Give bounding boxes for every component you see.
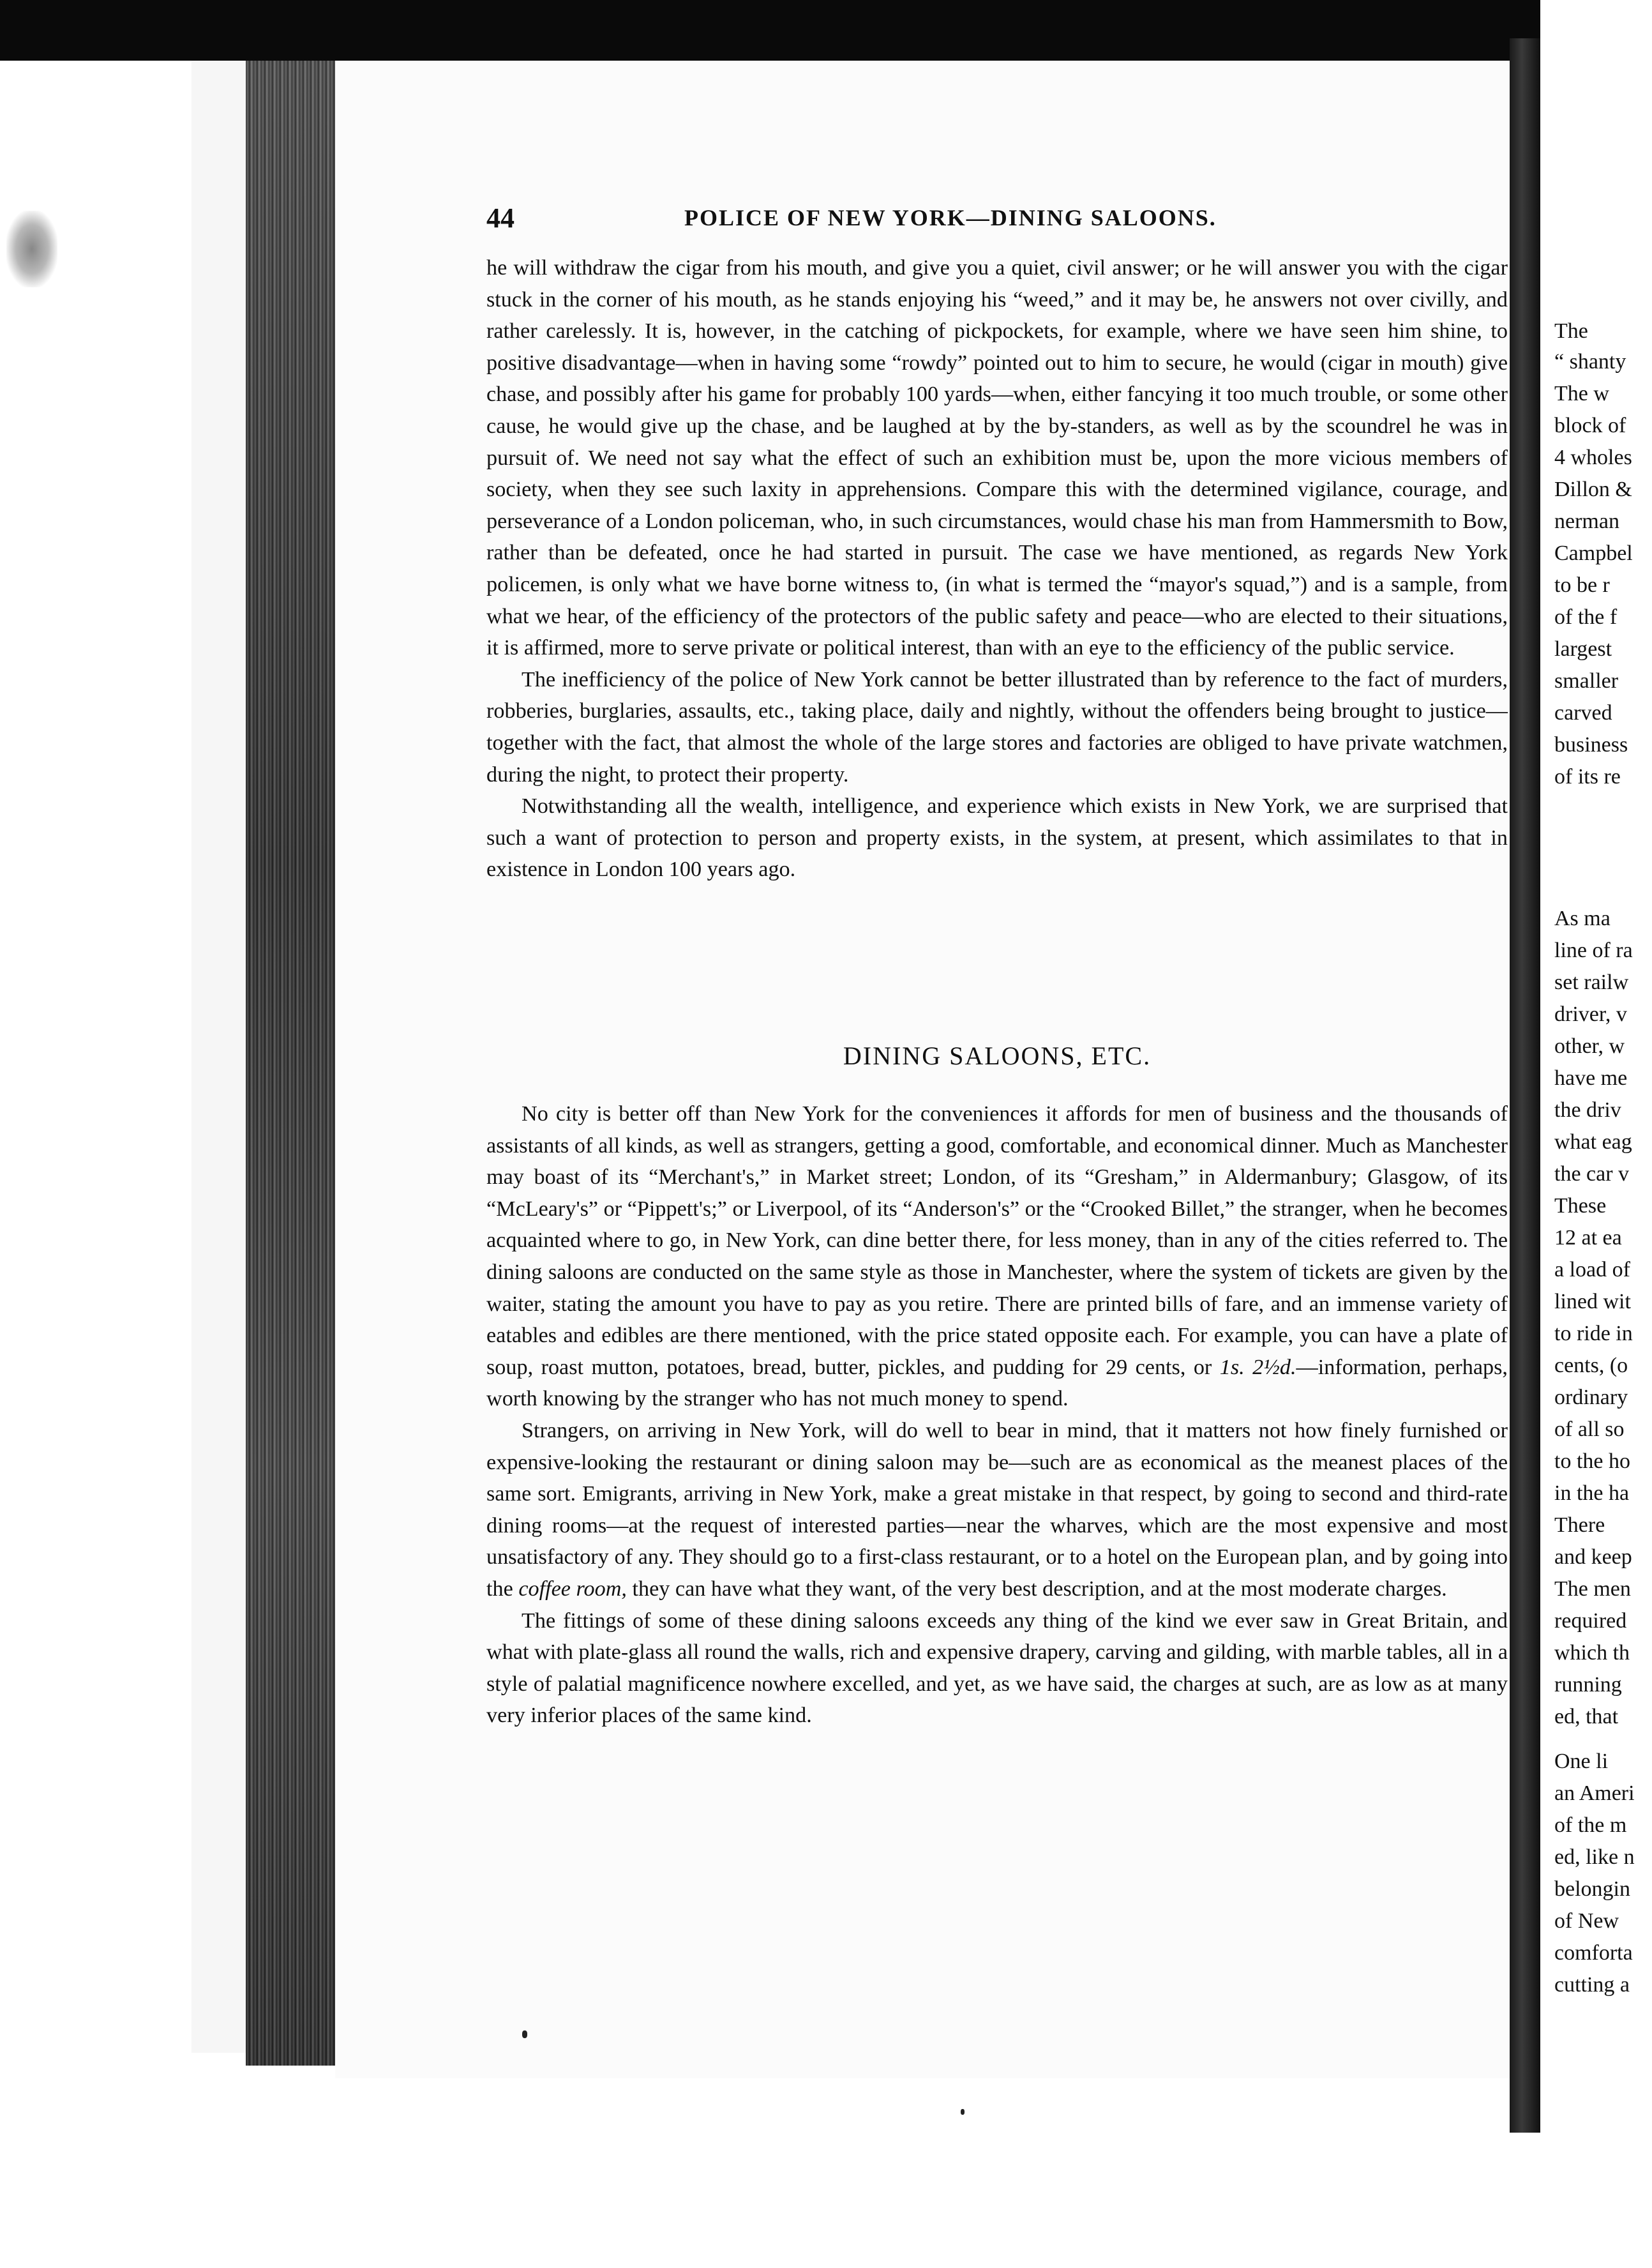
facing-page-line: the driv <box>1554 1098 1621 1122</box>
facing-page-line: cutting a <box>1554 1973 1630 1997</box>
facing-page-line: “ shanty <box>1554 350 1626 374</box>
paragraph: he will withdraw the cigar from his mouth, and give you a quiet, civil answer; or he will answer you with the cigar stuck in the corner of his mouth, as he stands enjoying his “weed,” and it may be, he answers not over civilly, and rather carelessly. It is, however, in the catching of pickpockets, for example, where we have seen him shine, to positive disadvantage—when in having some “rowdy” pointed out to him to secure, he would (cigar in mouth) give chase, and possibly after his game for probably 100 yards—when, either fancying it too much trouble, or some other cause, he would give up the chase, and be laughed at by the by-standers, as well as by the scoundrel he was in pursuit of. We need not say what the effect of such an exhibition must be, upon the more vicious members of society, when they see such laxity in apprehensions. Compare this with the determined vigilance, courage, and perseverance of a London policeman, who, in such circumstances, would chase his man from Hammersmith to Bow, rather than be defeated, once he had started in pursuit. The case we have mentioned, as regards New York policemen, is only what we have borne witness to, (in what is termed the “mayor's squad,”) and is a sample, from what we hear, of the efficiency of the protectors of the public safety and peace—who are elected to their situations, it is affirmed, more to serve private or political interest, than with an eye to the efficiency of the public service. <box>486 256 1508 660</box>
facing-page-line: the car v <box>1554 1162 1630 1186</box>
facing-page-line: There <box>1554 1513 1605 1537</box>
facing-page-line: of the f <box>1554 605 1618 629</box>
facing-page-line: 4 wholes <box>1554 446 1632 469</box>
book-page-edges <box>246 61 335 2066</box>
facing-page-line: have me <box>1554 1066 1628 1090</box>
book-gutter <box>1510 38 1540 2133</box>
facing-page-line: of the m <box>1554 1813 1627 1837</box>
facing-page-line: block of <box>1554 414 1626 437</box>
facing-page-line: 12 at ea <box>1554 1226 1622 1250</box>
facing-page-line: The w <box>1554 382 1609 405</box>
facing-page-line: to the ho <box>1554 1449 1630 1473</box>
ink-speck <box>522 2030 527 2038</box>
paragraph <box>486 1415 1508 1605</box>
facing-page-line: ed, that <box>1554 1705 1619 1728</box>
facing-page-line: of New <box>1554 1909 1619 1933</box>
facing-page-line: cents, (o <box>1554 1354 1628 1377</box>
facing-page-line: of its re <box>1554 765 1621 789</box>
facing-page-line: line of ra <box>1554 939 1633 962</box>
running-head: POLICE OF NEW YORK—DINING SALOONS. <box>684 205 1217 231</box>
facing-page-line: a load of <box>1554 1258 1630 1281</box>
facing-page-line: smaller <box>1554 669 1619 693</box>
price-sterling: 1s. 2½d. <box>1219 1355 1296 1379</box>
facing-page-line: driver, v <box>1554 1002 1627 1026</box>
facing-page-line: of all so <box>1554 1418 1625 1441</box>
emphasis: coffee room, <box>518 1576 627 1601</box>
facing-page-line: to ride in <box>1554 1322 1633 1345</box>
paragraph-text: No city is better off than New York for the conveniences it affords for men of business and the thousands of assistants of all kinds, as well as strangers, getting a good, comfortable, and economical dinner. Much as Manchester may boast of its “Merchant's,” in Market street; London, of its “Gresham,” in Aldermanbury; Glasgow, of its “McLeary's” or “Pippett's;” or Liverpool, of its “Anderson's” or the “Crooked Billet,” the stranger, when he becomes acquainted where to go, in New York, can dine better there, for less money, than in any of the cities referred to. The dining saloons are conducted on the same style as those in Manchester, where the system of tickets are given by the waiter, stating the amount you have to pay as you retire. There are printed bills of fare, and an immense variety of eatables and edibles are there mentioned, with the price stated opposite each. For example, you can have a plate of soup, roast mutton, potatoes, bread, butter, pickles, and pudding for 29 cents, or <box>486 1102 1508 1379</box>
facing-page-line: ed, like n <box>1554 1845 1635 1869</box>
facing-page-line: One li <box>1554 1750 1609 1773</box>
facing-page-line: comforta <box>1554 1941 1633 1965</box>
facing-page-line: an Ameri <box>1554 1781 1635 1805</box>
paragraph-text: they can have what they want, of the very best description, and at the most moderate charges. <box>626 1576 1447 1601</box>
section-heading: DINING SALOONS, ETC. <box>843 1041 1152 1070</box>
paragraph: The inefficiency of the police of New York cannot be better illustrated than by reference to the fact of murders, robberies, burglaries, assaults, etc., taking place, daily and nightly, without the offenders being brought to justice—together with the fact, that almost the whole of the large stores and factories are obliged to have private watchmen, during the night, to protect their property. <box>486 667 1508 787</box>
facing-page-line: business <box>1554 733 1628 757</box>
facing-page-line: nerman <box>1554 510 1619 533</box>
facing-page-line: to be r <box>1554 573 1610 597</box>
facing-page-line: Dillon & <box>1554 478 1632 501</box>
facing-page-line: The men <box>1554 1577 1631 1601</box>
facing-page-line: largest <box>1554 637 1612 661</box>
facing-page-line: what eag <box>1554 1130 1632 1154</box>
facing-page-line: and keep <box>1554 1545 1632 1569</box>
paragraph: The fittings of some of these dining saloons exceeds any thing of the kind we ever saw in Great Britain, and what with plate-glass all round the walls, rich and expensive drapery, carving and gilding, with marble tables, all in a style of palatial magnificence nowhere excelled, and yet, as we have said, the charges at such, are as low as at many very inferior places of the same kind. <box>486 1608 1508 1728</box>
police-section <box>486 252 1508 886</box>
facing-page <box>1540 0 1652 2268</box>
facing-page-line: running <box>1554 1673 1622 1697</box>
facing-page-line: required <box>1554 1609 1627 1633</box>
page-header <box>486 202 1559 240</box>
paragraph <box>486 1098 1508 1415</box>
paragraph-text: Strangers, on arriving in New York, will do well to bear in mind, that it matters not how finely furnished or expensive-looking the restaurant or dining saloon may be—such are as economical as the meanest places of the same sort. Emigrants, arriving in New York, make a great mistake in that respect, by going to second and third-rate dining rooms—at the request of interested parties—near the wharves, which are the most expensive and most unsatisfactory of any. They should go to a first-class restaurant, or to a hotel on the European plan, and by going into the <box>486 1418 1508 1601</box>
facing-page-line: ordinary <box>1554 1386 1628 1409</box>
facing-page-line: The <box>1554 319 1588 343</box>
paragraph-text: —information, perhaps, worth knowing by the stranger who has not much money to spend. <box>486 1355 1508 1411</box>
facing-page-line: other, w <box>1554 1034 1625 1058</box>
facing-page-line: These <box>1554 1194 1607 1218</box>
left-page-strip <box>191 61 247 2053</box>
facing-page-line: Campbel <box>1554 541 1633 565</box>
page-number: 44 <box>486 202 514 234</box>
paragraph: Notwithstanding all the wealth, intelligence, and experience which exists in New York, we are surprised that such a want of protection to person and property exists, in the system, at present, which assimilates to that in existence in London 100 years ago. <box>486 794 1508 882</box>
facing-page-line: carved <box>1554 701 1612 725</box>
facing-page-line: which th <box>1554 1641 1630 1665</box>
dining-section <box>486 1098 1508 1732</box>
facing-page-line: set railw <box>1554 971 1629 994</box>
facing-page-line: belongin <box>1554 1877 1630 1901</box>
facing-page-line: lined wit <box>1554 1290 1631 1313</box>
scan-smudge <box>6 211 57 287</box>
facing-page-line: in the ha <box>1554 1481 1630 1505</box>
ink-speck <box>961 2109 965 2115</box>
scan-border-top <box>0 0 1652 61</box>
facing-page-line: As ma <box>1554 907 1611 930</box>
